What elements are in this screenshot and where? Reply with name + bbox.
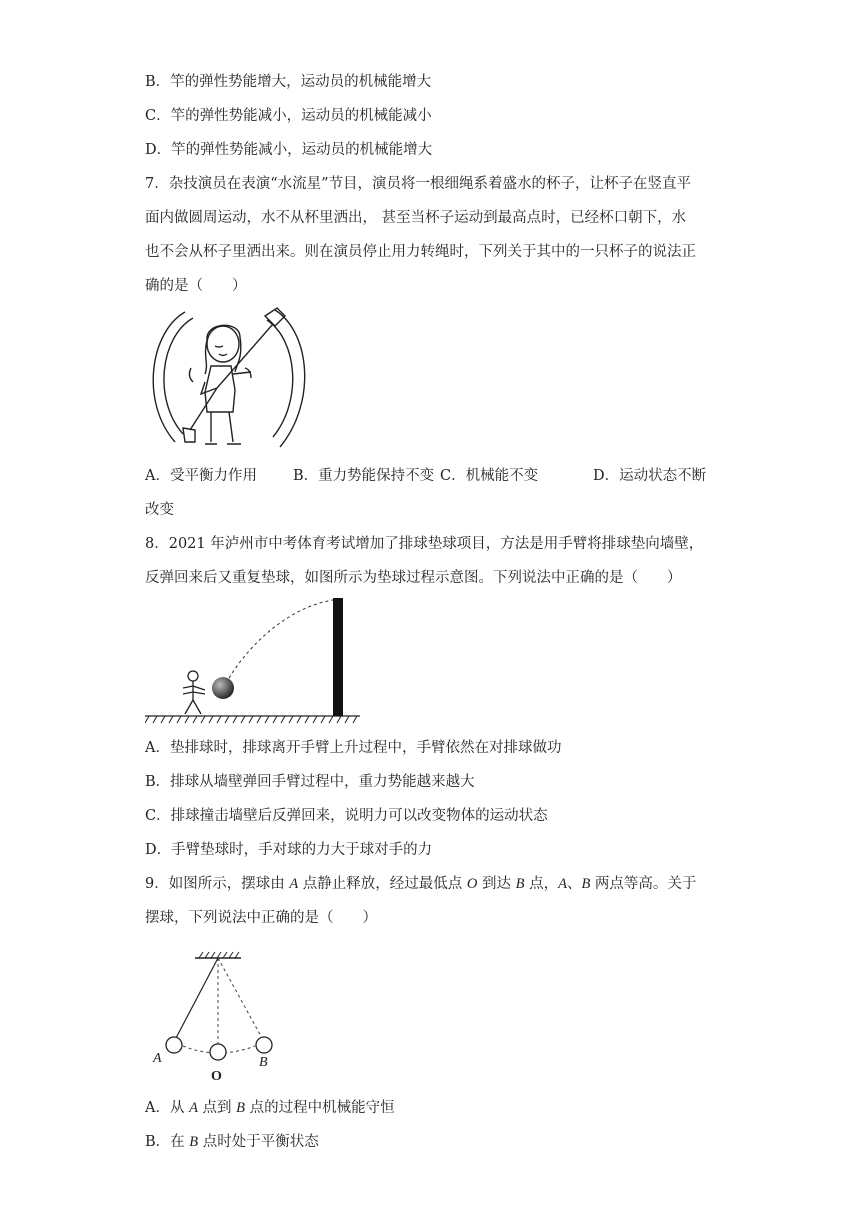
q7-option-b: B．重力势能保持不变 — [293, 468, 435, 484]
q8-stem-line-2: 反弹回来后又重复垫球，如图所示为垫球过程示意图。下列说法中正确的是（ ） — [145, 570, 682, 586]
q7-option-d: D．运动状态不断 — [593, 468, 707, 484]
q7-stem-line-3: 也不会从杯子里洒出来。则在演员停止用力转绳时，下列关于其中的一只杯子的说法正 — [145, 244, 696, 260]
q8-option-c: C．排球撞击墙壁后反弹回来，说明力可以改变物体的运动状态 — [145, 808, 548, 824]
q6-option-d: D．竿的弹性势能减小，运动员的机械能增大 — [145, 142, 433, 158]
q9-figure-label-b: B — [259, 1055, 268, 1070]
q7-option-d-continued: 改变 — [145, 502, 174, 518]
q9-stem-line-1: 9．如图所示，摆球由 A 点静止释放，经过最低点 O 到达 B 点，A、B 两点等高。关于 — [145, 876, 697, 892]
q7-water-meteor-figure — [145, 302, 315, 457]
q8-volleyball-figure — [145, 596, 365, 726]
q9-pendulum-figure — [145, 948, 285, 1088]
q8-stem-line-1: 8．2021 年泸州市中考体育考试增加了排球垫球项目，方法是用手臂将排球垫向墙壁， — [145, 536, 704, 552]
q9-figure-label-a: A — [153, 1051, 162, 1066]
q9-option-b: B．在 B 点时处于平衡状态 — [145, 1134, 319, 1150]
q6-option-c: C．竿的弹性势能减小，运动员的机械能减小 — [145, 108, 432, 124]
q7-stem-line-2: 面内做圆周运动，水不从杯里洒出， 甚至当杯子运动到最高点时，已经杯口朝下，水 — [145, 210, 687, 226]
q7-option-a: A．受平衡力作用 — [145, 468, 257, 484]
q9-stem-line-2: 摆球，下列说法中正确的是（ ） — [145, 910, 377, 926]
q9-option-a: A．从 A 点到 B 点的过程中机械能守恒 — [145, 1100, 395, 1116]
q7-stem-line-1: 7．杂技演员在表演“水流星”节目，演员将一根细绳系着盛水的杯子，让杯子在竖直平 — [145, 176, 692, 192]
q8-option-d: D．手臂垫球时，手对球的力大于球对手的力 — [145, 842, 433, 858]
q6-option-b: B．竿的弹性势能增大，运动员的机械能增大 — [145, 74, 432, 90]
q8-option-a: A．垫排球时，排球离开手臂上升过程中，手臂依然在对排球做功 — [145, 740, 562, 756]
q9-figure-label-o: O — [211, 1069, 222, 1084]
q8-option-b: B．排球从墙壁弹回手臂过程中，重力势能越来越大 — [145, 774, 475, 790]
q7-stem-line-4: 确的是（ ） — [145, 278, 247, 294]
q7-option-c: C．机械能不变 — [440, 468, 539, 484]
